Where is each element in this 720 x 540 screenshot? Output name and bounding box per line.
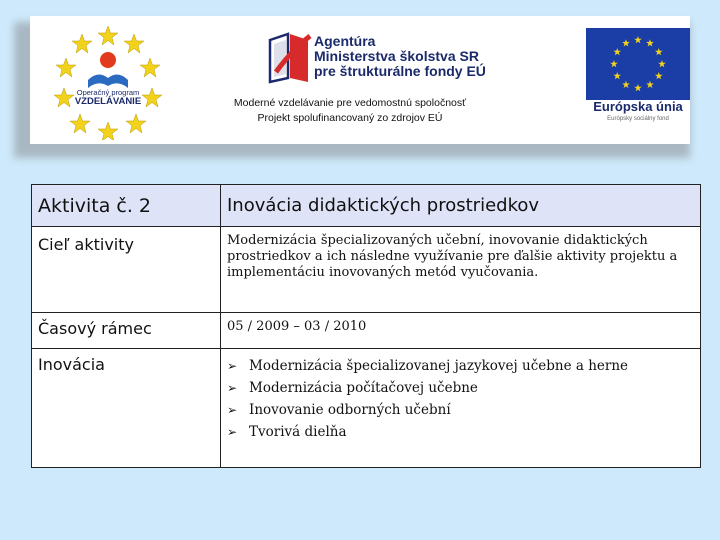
agency-line-2: Ministerstva školstva SR <box>314 48 479 64</box>
op-logo-line1: Operačný program <box>76 88 140 97</box>
agency-line-3: pre štrukturálne fondy EÚ <box>314 63 486 79</box>
project-caption <box>190 96 510 126</box>
caption-line-1: Moderné vzdelávanie pre vedomostnú spoločnosť <box>233 97 467 109</box>
op-vzdelavanie-logo-icon <box>52 24 164 140</box>
table-row <box>32 185 701 227</box>
list-item <box>227 355 694 377</box>
row-value-activity: Inovácia didaktických prostriedkov <box>221 185 701 227</box>
caption-line-2: Projekt spolufinancovaný zo zdrojov EÚ <box>257 112 443 124</box>
op-logo-text <box>68 88 148 106</box>
list-item-text: Modernizácia počítačovej učebne <box>249 380 478 396</box>
eu-flag-icon <box>586 28 690 104</box>
table-row <box>32 227 701 313</box>
eu-name: Európska únia <box>593 99 683 114</box>
row-label-goal: Cieľ aktivity <box>32 227 221 313</box>
arrow-bullet-icon: ➢ <box>227 381 238 395</box>
agency-book-icon <box>266 30 312 84</box>
activity-table <box>31 184 701 468</box>
row-value-innovation <box>221 349 701 468</box>
innovation-list <box>227 355 694 443</box>
row-value-goal: Modernizácia špecializovaných učební, inovovanie didaktických prostriedkov a ich následne využívanie pre ďalšie aktivity projektu a implementáciu inovovaných metód vyučovania. <box>221 227 701 313</box>
list-item <box>227 399 694 421</box>
list-item-text: Modernizácia špecializovanej jazykovej učebne a herne <box>249 358 629 374</box>
list-item <box>227 377 694 399</box>
eu-subtitle: Európsky sociálny fond <box>607 116 669 122</box>
header-banner <box>30 16 690 144</box>
table-row <box>32 349 701 468</box>
row-value-timeframe: 05 / 2009 – 03 / 2010 <box>221 313 701 349</box>
agency-line-1: Agentúra <box>314 33 376 49</box>
row-label-activity: Aktivita č. 2 <box>32 185 221 227</box>
arrow-bullet-icon: ➢ <box>227 425 238 439</box>
list-item <box>227 421 694 443</box>
list-item-text: Tvorivá dielňa <box>249 424 347 440</box>
table-row <box>32 313 701 349</box>
row-label-timeframe: Časový rámec <box>32 313 221 349</box>
arrow-bullet-icon: ➢ <box>227 359 238 373</box>
arrow-bullet-icon: ➢ <box>227 403 238 417</box>
row-label-innovation: Inovácia <box>32 349 221 468</box>
op-logo-line2: VZDELÁVANIE <box>74 96 142 107</box>
agency-name <box>314 34 486 79</box>
list-item-text: Inovovanie odborných učební <box>249 402 451 418</box>
